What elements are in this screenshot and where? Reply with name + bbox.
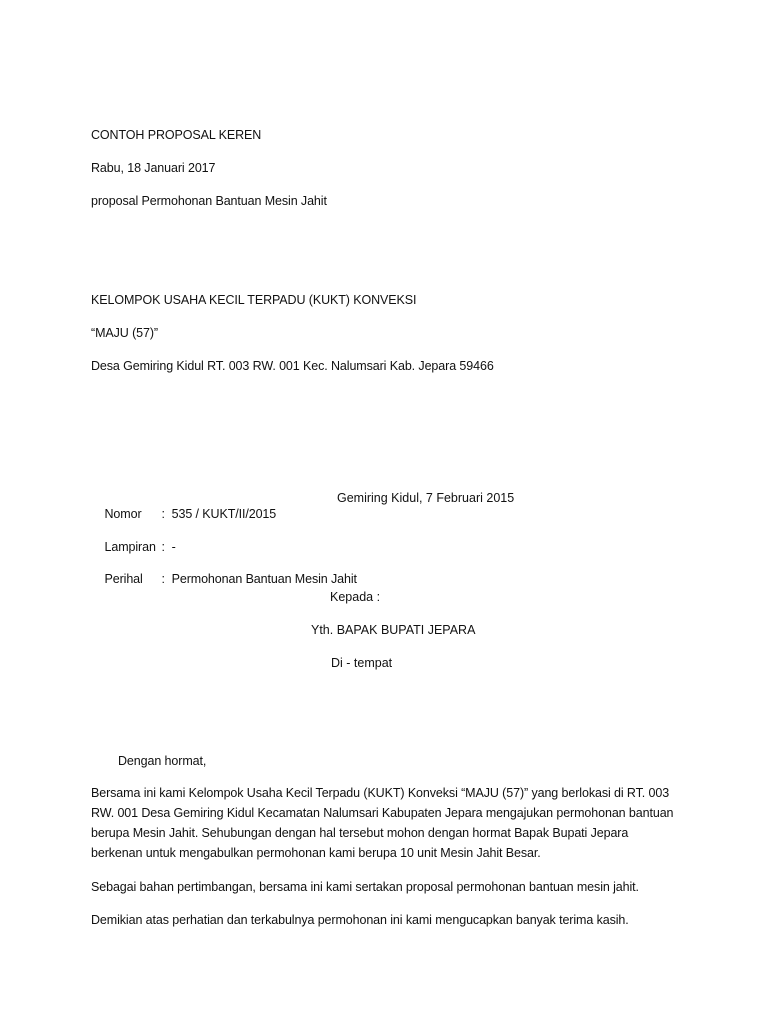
nomor-value: : 535 / KUKT/II/2015 [161,507,277,521]
perihal-row [91,555,357,603]
lampiran-label: Lampiran [104,540,156,554]
document-subject: proposal Permohonan Bantuan Mesin Jahit [91,194,327,208]
body-paragraph-1: Bersama ini kami Kelompok Usaha Kecil Terpadu (KUKT) Konveksi “MAJU (57)” yang berlokasi di RT. 003 RW. 001 Desa Gemiring Kidul Kecamatan Nalumsari Kabupaten Jepara mengajukan permohonan bantuan berupa Mesin Jahit. Sehubungan dengan hal tersebut mohon dengan hormat Bapak Bupati Jepara berkenan untuk mengabulkan permohonan kami berupa 10 unit Mesin Jahit Besar. [91,786,674,860]
organization-name: KELOMPOK USAHA KECIL TERPADU (KUKT) KONVEKSI [91,293,417,307]
lampiran-value: : - [161,540,176,554]
body-paragraph-3: Demikian atas perhatian dan terkabulnya permohonan ini kami mengucapkan banyak terima kasih. [91,913,629,927]
greeting: Dengan hormat, [118,754,207,768]
perihal-label: Perihal [104,572,143,586]
recipient-name: Yth. BAPAK BUPATI JEPARA [311,623,476,637]
organization-group-name: “MAJU (57)” [91,326,158,340]
document-date: Rabu, 18 Januari 2017 [91,161,216,175]
place-date: Gemiring Kidul, 7 Februari 2015 [337,491,515,505]
recipient-location: Di - tempat [331,656,393,670]
recipient-kepada: Kepada : [330,590,381,604]
organization-address: Desa Gemiring Kidul RT. 003 RW. 001 Kec. Nalumsari Kab. Jepara 59466 [91,359,494,373]
perihal-value: : Permohonan Bantuan Mesin Jahit [161,572,357,586]
nomor-label: Nomor [104,507,142,521]
document-title: CONTOH PROPOSAL KEREN [91,128,262,142]
body-paragraph-2: Sebagai bahan pertimbangan, bersama ini kami sertakan proposal permohonan bantuan mesin jahit. [91,880,639,894]
